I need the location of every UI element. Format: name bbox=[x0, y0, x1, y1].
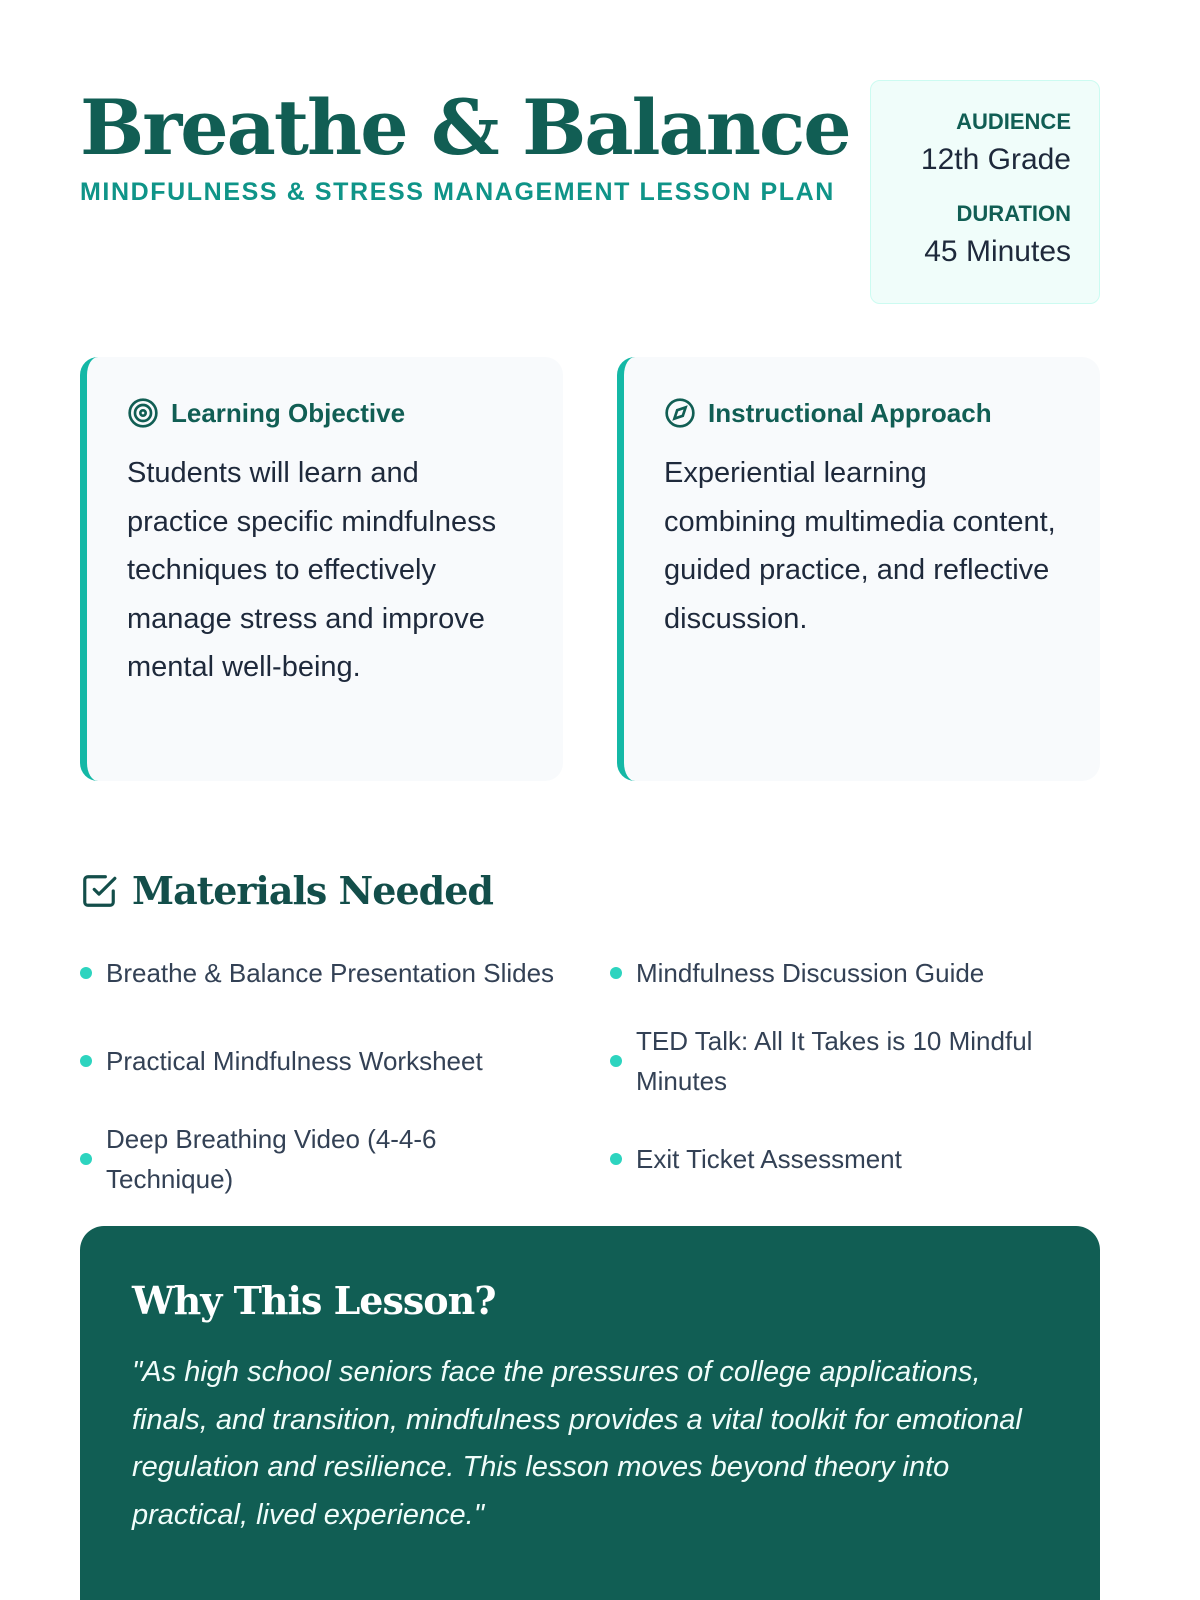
list-item bbox=[610, 1119, 1100, 1199]
audience-value: 12th Grade bbox=[920, 143, 1071, 176]
bullet-dot-icon bbox=[610, 1055, 622, 1067]
list-item-text: Practical Mindfulness Worksheet bbox=[106, 1046, 483, 1076]
page-subtitle: MINDFULNESS & STRESS MANAGEMENT LESSON PLAN bbox=[80, 178, 835, 206]
list-item-text: Breathe & Balance Presentation Slides bbox=[106, 958, 555, 988]
list-item bbox=[610, 1021, 1100, 1101]
why-title: Why This Lesson? bbox=[132, 1278, 496, 1323]
instructional-approach-card bbox=[617, 357, 1100, 781]
why-quote: "As high school seniors face the pressures of college applications, finals, and transition, mindfulness provides a vital toolkit for emotional regulation and resilience. This lesson moves beyond theory into practical, lived experience." bbox=[132, 1356, 1022, 1531]
list-item-text: Exit Ticket Assessment bbox=[636, 1144, 902, 1174]
card-body: Students will learn and practice specific mindfulness techniques to effectively manage stress and improve mental well-being. bbox=[127, 457, 497, 683]
card-title: Instructional Approach bbox=[708, 397, 992, 428]
target-icon bbox=[127, 397, 159, 429]
bullet-dot-icon bbox=[80, 1153, 92, 1165]
bullet-dot-icon bbox=[610, 967, 622, 979]
lesson-meta-box bbox=[870, 80, 1100, 304]
list-item-text: Deep Breathing Video (4-4-6 Technique) bbox=[106, 1124, 437, 1194]
materials-list bbox=[80, 943, 1100, 1199]
why-this-lesson-panel bbox=[80, 1226, 1100, 1600]
list-item-text: Mindfulness Discussion Guide bbox=[636, 958, 985, 988]
page-title: Breathe & Balance bbox=[80, 83, 850, 172]
list-item bbox=[80, 1021, 610, 1101]
learning-objective-card bbox=[80, 357, 563, 781]
duration-value: 45 Minutes bbox=[924, 235, 1071, 268]
materials-title: Materials Needed bbox=[132, 868, 493, 913]
card-title: Learning Objective bbox=[171, 397, 406, 428]
lesson-header bbox=[80, 80, 1100, 304]
list-item bbox=[80, 943, 610, 1003]
duration-label: DURATION bbox=[956, 201, 1071, 226]
audience-label: AUDIENCE bbox=[956, 109, 1071, 134]
overview-cards bbox=[80, 357, 1100, 781]
bullet-dot-icon bbox=[80, 967, 92, 979]
card-body: Experiential learning combining multimedia content, guided practice, and reflective discussion. bbox=[664, 457, 1056, 635]
checkbox-icon bbox=[80, 872, 118, 910]
bullet-dot-icon bbox=[610, 1153, 622, 1165]
materials-section bbox=[80, 868, 1100, 1199]
list-item-text: TED Talk: All It Takes is 10 Mindful Minutes bbox=[636, 1026, 1033, 1096]
list-item bbox=[80, 1119, 610, 1199]
list-item bbox=[610, 943, 1100, 1003]
bullet-dot-icon bbox=[80, 1055, 92, 1067]
compass-icon bbox=[664, 397, 696, 429]
